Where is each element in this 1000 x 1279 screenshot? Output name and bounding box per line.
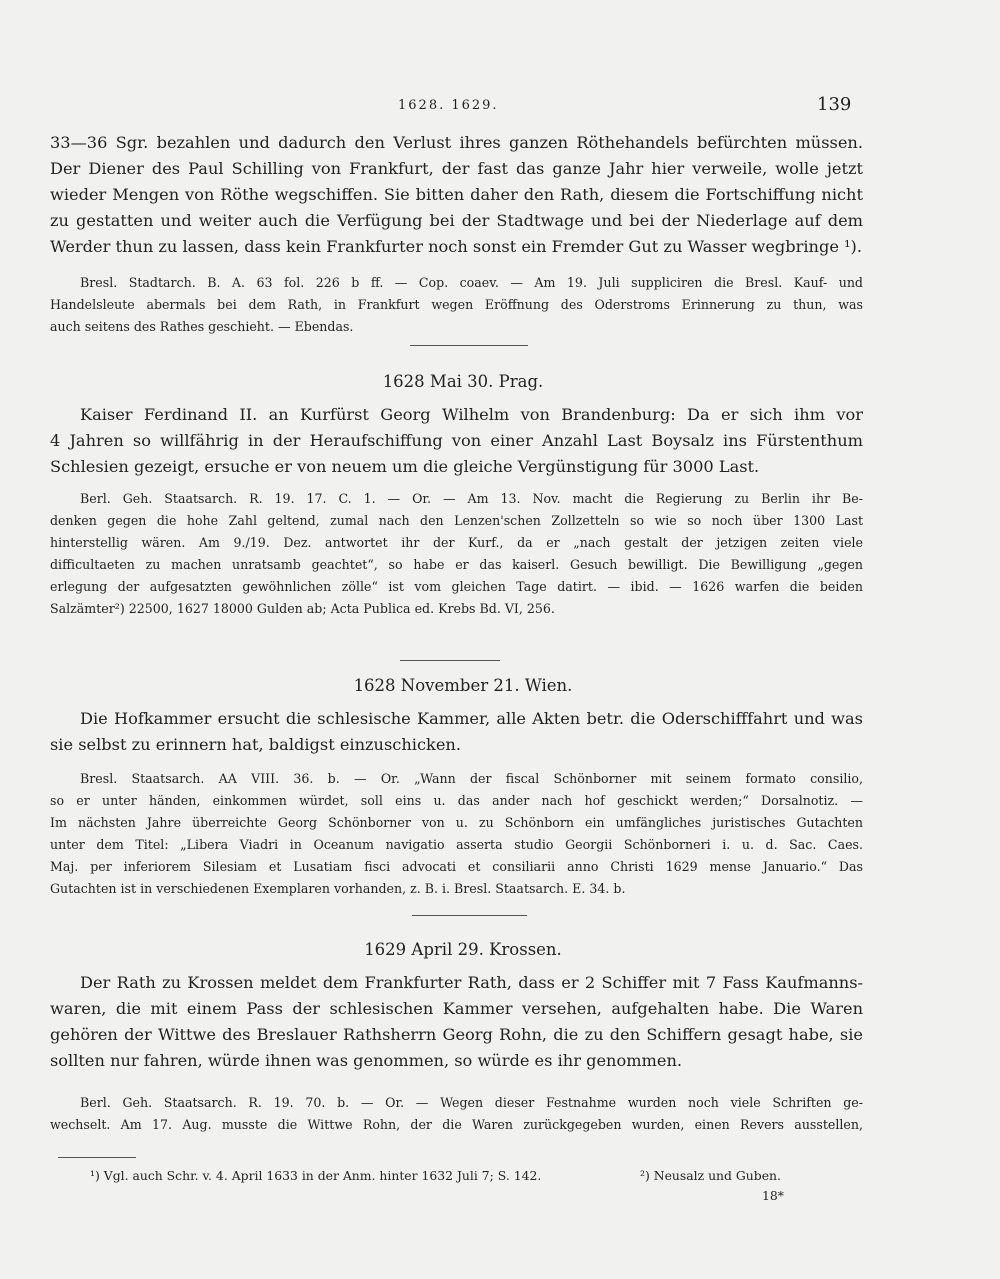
note-line: difficultaeten zu machen unratsamb geachtet“, so habe er das kaiserl. Gesuch bewilligt. Die Bewilligung „gegen: [50, 557, 863, 572]
note-line: Bresl. Stadtarch. B. A. 63 fol. 226 b ff. — Cop. coaev. — Am 19. Juli suppliciren die Bresl. Kauf- und: [80, 275, 863, 290]
text-line: Schlesien gezeigt, ersuche er von neuem um die gleiche Vergünstigung für 3000 Last.: [50, 457, 760, 476]
text-line: Die Hofkammer ersucht die schlesische Kammer, alle Akten betr. die Oderschifffahrt und was: [80, 709, 863, 728]
text-line: Kaiser Ferdinand II. an Kurfürst Georg Wilhelm von Brandenburg: Da er sich ihm vor: [80, 405, 863, 424]
text-line: zu gestatten und weiter auch die Verfügung bei der Stadtwage und bei der Niederlage auf dem: [50, 211, 863, 230]
entry-heading: 1628 November 21. Wien.: [353, 676, 573, 695]
note-line: hinterstellig wären. Am 9./19. Dez. antwortet ihr der Kurf., da er „nach gestalt der jetzigen zeiten viele: [50, 535, 863, 550]
note-line: Handelsleute abermals bei dem Rath, in Frankfurt wegen Eröffnung des Oderstroms Erinnerung zu thun, was: [50, 297, 863, 312]
section-divider: [410, 345, 528, 346]
note-line: unter dem Titel: „Libera Viadri in Oceanum navigatio asserta studio Georgii Schönborneri i. u. d. Sac. Caes.: [50, 837, 863, 852]
text-line: Werder thun zu lassen, dass kein Frankfurter noch sonst ein Fremder Gut zu Wasser wegbringe ¹).: [50, 237, 863, 256]
note-line: Maj. per inferiorem Silesiam et Lusatiam fisci advocati et consiliarii anno Christi 1629 mense Januario.“ Das: [50, 859, 863, 874]
text-line: sollten nur fahren, würde ihnen was genommen, so würde es ihr genommen.: [50, 1051, 683, 1070]
page-number: 139: [817, 94, 852, 115]
running-header-years: 1628. 1629.: [398, 98, 499, 113]
note-line: Gutachten ist in verschiedenen Exemplaren vorhanden, z. B. i. Bresl. Staatsarch. E. 34. b.: [50, 881, 626, 896]
note-line: wechselt. Am 17. Aug. musste die Wittwe Rohn, der die Waren zurückgegeben wurden, einen Revers ausstellen,: [50, 1117, 863, 1132]
signature-mark: 18*: [762, 1188, 784, 1203]
entry-heading: 1628 Mai 30. Prag.: [382, 372, 544, 391]
text-line: 33—36 Sgr. bezahlen und dadurch den Verlust ihres ganzen Röthehandels befürchten müssen.: [50, 133, 863, 152]
section-divider: [412, 915, 527, 916]
note-line: erlegung der aufgesatzten gewöhnlichen zölle“ ist vom gleichen Tage datirt. — ibid. — 1626 warfen die beiden: [50, 579, 863, 594]
entry-heading: 1629 April 29. Krossen.: [364, 940, 562, 959]
text-line: sie selbst zu erinnern hat, baldigst einzuschicken.: [50, 735, 461, 754]
note-line: denken gegen die hohe Zahl geltend, zumal nach den Lenzen'schen Zollzetteln so wie so noch über 1300 Last: [50, 513, 863, 528]
note-line: Im nächsten Jahre überreichte Georg Schönborner von u. zu Schönborn ein umfängliches juristisches Gutachten: [50, 815, 863, 830]
footnote-divider: [58, 1157, 136, 1158]
footnote-1: ¹) Vgl. auch Schr. v. 4. April 1633 in der Anm. hinter 1632 Juli 7; S. 142.: [90, 1168, 542, 1183]
text-line: Der Rath zu Krossen meldet dem Frankfurter Rath, dass er 2 Schiffer mit 7 Fass Kaufmanns-: [80, 973, 863, 992]
note-line: Berl. Geh. Staatsarch. R. 19. 17. C. 1. — Or. — Am 13. Nov. macht die Regierung zu Berlin ihr Be-: [80, 491, 863, 506]
footnote-2: ²) Neusalz und Guben.: [640, 1168, 781, 1183]
note-line: auch seitens des Rathes geschieht. — Ebendas.: [50, 319, 354, 334]
text-line: gehören der Wittwe des Breslauer Rathsherrn Georg Rohn, die zu den Schiffern gesagt habe, sie: [50, 1025, 863, 1044]
section-divider: [400, 660, 500, 661]
text-line: 4 Jahren so willfährig in der Heraufschiffung von einer Anzahl Last Boysalz ins Fürstenthum: [50, 431, 863, 450]
note-line: Bresl. Staatsarch. AA VIII. 36. b. — Or. „Wann der fiscal Schönborner mit seinem formato consilio,: [80, 771, 863, 786]
text-line: Der Diener des Paul Schilling von Frankfurt, der fast das ganze Jahr hier verweile, wolle jetzt: [50, 159, 863, 178]
note-line: Salzämter²) 22500, 1627 18000 Gulden ab; Acta Publica ed. Krebs Bd. VI, 256.: [50, 601, 555, 616]
text-line: waren, die mit einem Pass der schlesischen Kammer versehen, aufgehalten habe. Die Waren: [50, 999, 863, 1018]
text-line: wieder Mengen von Röthe wegschiffen. Sie bitten daher den Rath, diesem die Fortschiffung nicht: [50, 185, 863, 204]
note-line: Berl. Geh. Staatsarch. R. 19. 70. b. — Or. — Wegen dieser Festnahme wurden noch viele Schriften ge-: [80, 1095, 863, 1110]
note-line: so er unter händen, einkommen würdet, soll eins u. das ander nach hof geschickt werden;“ Dorsalnotiz. —: [50, 793, 863, 808]
